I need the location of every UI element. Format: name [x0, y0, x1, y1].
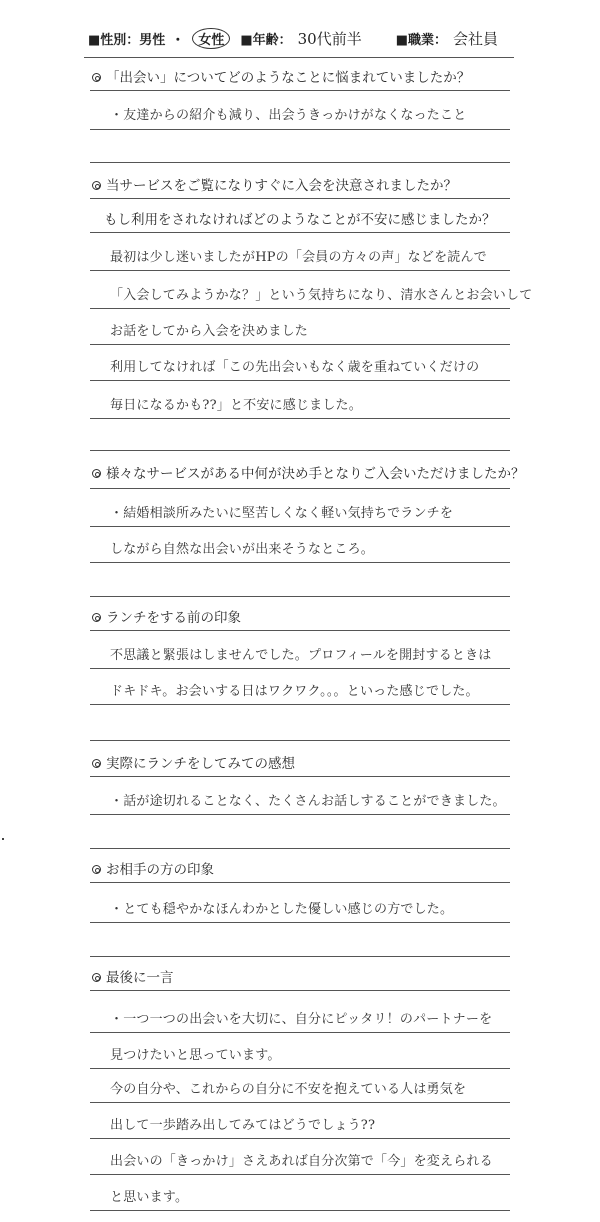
answer-2-line-5: 毎日になるかも??」と不安に感じました。: [110, 398, 362, 413]
line: [90, 488, 510, 489]
line: [90, 630, 510, 631]
line: [90, 668, 510, 669]
job-value: 会社員: [453, 29, 499, 48]
line: [90, 704, 510, 705]
line: [90, 776, 510, 777]
line: [90, 1032, 510, 1033]
line: [90, 848, 510, 849]
gender-female-option-selected: 女性: [192, 28, 230, 49]
line: [90, 418, 510, 419]
line: [90, 526, 510, 527]
gender-male-option: 男性: [139, 32, 166, 48]
line: [90, 956, 510, 957]
line: [90, 308, 510, 309]
line: [90, 162, 510, 163]
answer-4-line-1: 不思議と緊張はしませんでした。プロフィールを開封するときは: [110, 648, 492, 663]
answer-2-line-2: 「入会してみようかな？」という気持ちになり、清水さんとお会いして: [110, 288, 533, 303]
line: [90, 1210, 510, 1211]
question-7: 最後に一言: [92, 966, 174, 986]
line: [90, 814, 510, 815]
question-6: お相手の方の印象: [92, 858, 214, 878]
line: [90, 882, 510, 883]
answer-2-line-3: お話をしてから入会を決めました: [110, 324, 309, 339]
answer-7-line-1: ・一つ一つの出会いを大切に、自分にピッタリ！のパートナーを: [110, 1012, 493, 1027]
bullet-circle-icon: [92, 469, 101, 478]
gender-label: ■性別：: [88, 32, 140, 48]
line: [90, 380, 510, 381]
answer-1-line-1: ・友達からの紹介も減り、出会うきっかけがなくなったこと: [110, 108, 467, 123]
job-label: ■職業：: [395, 32, 448, 48]
question-3: 様々なサービスがある中何が決め手となりご入会いただけましたか？: [92, 462, 525, 482]
bullet-circle-icon: [92, 73, 101, 82]
line: [90, 990, 510, 991]
answer-5-line-1: ・話が途切れることなく、たくさんお話しすることができました。: [110, 794, 506, 809]
question-2-sub: もし利用をされなければどのようなことが不安に感じましたか？: [104, 212, 496, 228]
answer-7-line-5: 出会いの「きっかけ」さえあれば自分次第で「今」を変えられる: [110, 1154, 493, 1169]
line: [90, 740, 510, 741]
answer-7-line-2: 見つけたいと思っています。: [110, 1048, 281, 1063]
question-2: 当サービスをご覧になりすぐに入会を決意されましたか？: [92, 174, 457, 194]
question-1: 「出会い」についてどのようなことに悩まれていましたか？: [92, 66, 470, 86]
question-4: ランチをする前の印象: [92, 606, 241, 626]
line: [90, 232, 510, 233]
age-label: ■年齢：: [240, 32, 292, 48]
line: [90, 129, 510, 130]
answer-7-line-4: 出して一歩踏み出してみてはどうでしょう??: [110, 1118, 376, 1133]
answer-3-line-2: しながら自然な出会いが出来そうなところ。: [110, 542, 375, 557]
header-rule: [84, 57, 514, 58]
bullet-circle-icon: [92, 613, 101, 622]
bullet-circle-icon: [92, 759, 101, 768]
question-5: 実際にランチをしてみての感想: [92, 752, 295, 772]
profile-header: ■性別： 男性 ・ 女性 ■年齢： 30代前半 ■職業： 会社員: [88, 29, 499, 48]
answer-2-line-4: 利用してなければ「この先出会いもなく歳を重ねていくだけの: [110, 360, 480, 375]
scan-mark: [2, 838, 4, 840]
line: [90, 1138, 510, 1139]
bullet-circle-icon: [92, 865, 101, 874]
age-value: 30代前半: [297, 29, 362, 48]
line: [90, 1174, 510, 1175]
answer-3-line-1: ・結婚相談所みたいに堅苦しくなく軽い気持ちでランチを: [110, 506, 454, 521]
line: [90, 198, 510, 199]
line: [90, 90, 510, 91]
bullet-circle-icon: [92, 181, 101, 190]
line: [90, 1068, 510, 1069]
answer-7-line-3: 今の自分や、これからの自分に不安を抱えている人は勇気を: [110, 1082, 467, 1097]
line: [90, 1102, 510, 1103]
answer-7-line-6: と思います。: [110, 1190, 189, 1205]
line: [90, 450, 510, 451]
answer-6-line-1: ・とても穏やかなほんわかとした優しい感じの方でした。: [110, 902, 454, 917]
bullet-circle-icon: [92, 973, 101, 982]
line: [90, 562, 510, 563]
line: [90, 922, 510, 923]
answer-2-line-1: 最初は少し迷いましたがHPの「会員の方々の声」などを読んで: [110, 250, 487, 265]
answer-4-line-2: ドキドキ。お会いする日はワクワク。。。といった感じでした。: [110, 684, 479, 699]
line: [90, 270, 510, 271]
line: [90, 344, 510, 345]
line: [90, 596, 510, 597]
